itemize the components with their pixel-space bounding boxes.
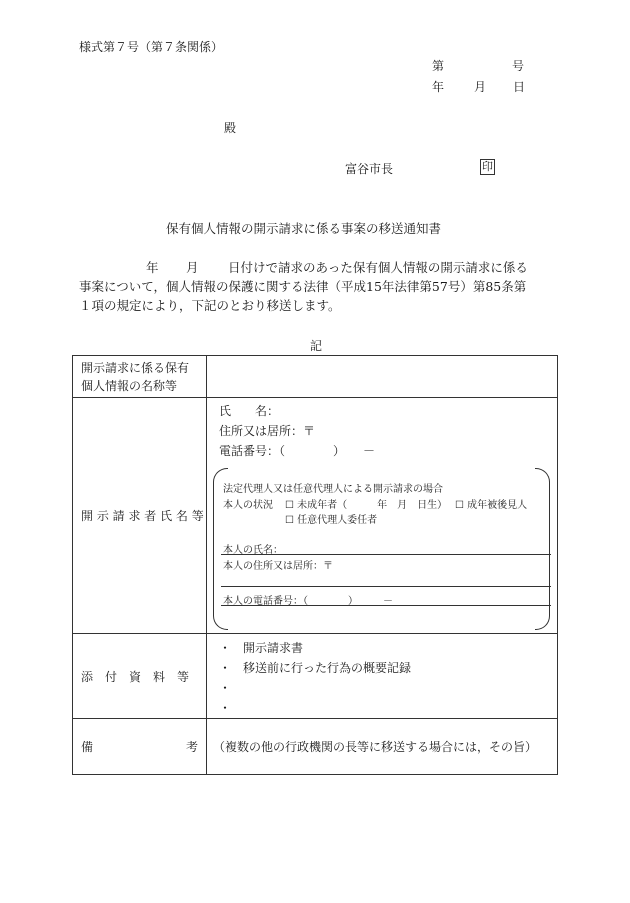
- remarks-label-left: 備: [81, 740, 94, 754]
- row-requester-label-cell: [73, 398, 207, 634]
- agent-proxy-option: ☐ 任意代理人委任者: [285, 515, 378, 526]
- attachment-item: ・ 移送前に行った行為の概要記録: [219, 661, 412, 675]
- agent-minor-option: ☐ 未成年者（ 年 月 日生）: [285, 500, 448, 511]
- row-attachments-value: [207, 634, 558, 719]
- agent-heading: 法定代理人又は任意代理人による開示請求の場合: [223, 484, 443, 495]
- number-suffix: 号: [512, 59, 525, 73]
- addressee-honorific: 殿: [224, 121, 237, 135]
- principal-address-line: [221, 586, 551, 587]
- attachment-item: ・: [219, 681, 232, 695]
- principal-name-line: [221, 554, 551, 555]
- principal-phone-label: 本人の電話番号：（ ） －: [223, 596, 393, 607]
- issuer-name: 富谷市長: [345, 162, 394, 176]
- row-info-name-label: [73, 356, 207, 398]
- requester-name-label: 氏 名：: [219, 404, 280, 418]
- agent-status-label: 本人の状況: [223, 500, 273, 511]
- date-month: 月: [474, 80, 487, 94]
- body-line3: １項の規定により，下記のとおり移送します。: [79, 298, 341, 313]
- row-requester-label: 開 示 請 求 者 氏 名 等: [81, 509, 204, 523]
- row-attachments-label: 添 付 資 料 等: [81, 669, 190, 684]
- row-remarks-label-cell: [73, 719, 207, 775]
- row-info-name: [73, 356, 558, 398]
- row-requester: [73, 398, 558, 634]
- body-line1-rest: 日付けで請求のあった保有個人情報の開示請求に係る: [228, 260, 528, 275]
- body-year: 年: [146, 260, 159, 275]
- row-remarks: [73, 719, 558, 775]
- requester-phone-label: 電話番号：（ ） －: [219, 444, 376, 458]
- remarks-label-right: 考: [185, 740, 198, 754]
- ki-heading: 記: [310, 339, 323, 353]
- principal-phone-line: [221, 605, 551, 606]
- seal-mark: [480, 159, 495, 175]
- row-info-label-line1: 開示請求に係る保有: [81, 361, 190, 375]
- date-day: 日: [513, 80, 526, 94]
- principal-name-label: 本人の氏名：: [223, 545, 283, 556]
- body-line2: 事案について，個人情報の保護に関する法律（平成15年法律第57号）第85条第: [79, 279, 527, 294]
- row-remarks-value: [207, 719, 558, 775]
- attachments-list: [207, 634, 557, 718]
- row-attachments-label-cell: [73, 634, 207, 719]
- form-id: 様式第７号（第７条関係）: [79, 40, 224, 54]
- date-year: 年: [432, 80, 445, 94]
- row-info-name-value: [207, 356, 558, 398]
- row-attachments: [73, 634, 558, 719]
- attachment-item: ・ 開示請求書: [219, 641, 304, 655]
- seal-text: 印: [482, 160, 493, 173]
- number-prefix: 第: [432, 59, 445, 73]
- row-requester-value: [207, 398, 558, 634]
- document-title: 保有個人情報の開示請求に係る事案の移送通知書: [166, 221, 442, 236]
- remarks-note: （複数の他の行政機関の長等に移送する場合には，その旨）: [213, 740, 538, 754]
- transfer-table: [72, 355, 558, 775]
- agent-ward-option: ☐ 成年被後見人: [455, 500, 528, 511]
- requester-address-label: 住所又は居所：〒: [219, 424, 316, 438]
- body-month: 月: [186, 260, 199, 275]
- row-info-label-line2: 個人情報の名称等: [81, 379, 178, 393]
- principal-address-label: 本人の住所又は居所：〒: [223, 561, 333, 572]
- attachment-item: ・: [219, 701, 232, 715]
